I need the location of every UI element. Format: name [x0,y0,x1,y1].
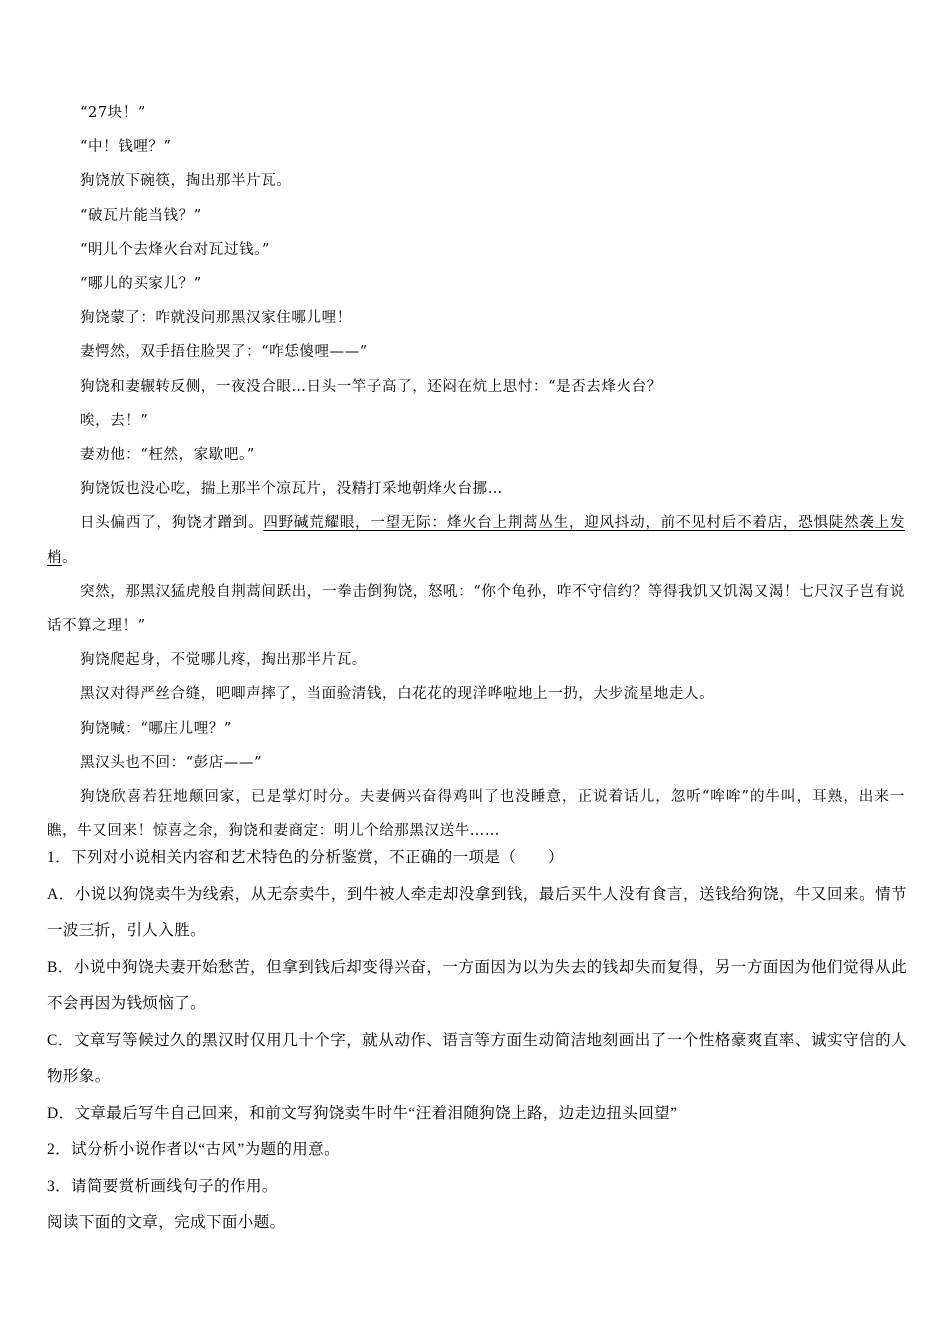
story-paragraph: 妻劝他：“枉然，家歇吧。” [80,447,255,464]
story-paragraph: 唉，去！” [80,412,149,429]
story-paragraph: “哪儿的买家儿？” [80,276,202,293]
question-1: 1．下列对小说相关内容和艺术特色的分析鉴赏，不正确的一项是（ ） [47,849,564,866]
story-paragraph: 狗饶欣喜若狂地颠回家，已是掌灯时分。夫妻俩兴奋得鸡叫了也没睡意，正说着话儿，忽听“哞哞”的牛叫，耳熟，出来一瞧，牛又回来！惊喜之余，狗饶和妻商定：明儿个给那黑汉送牛…… [47,789,905,840]
question-3: 3．请简要赏析画线句子的作用。 [47,1177,278,1195]
question-section [47,840,907,1242]
story-paragraph: 突然，那黑汉猛虎般自荆蒿间跃出，一拳击倒狗饶，怒吼：“你个龟孙，咋不守信约？等得我饥又饥渴又渴！七尺汉子岂有说话不算之理！” [47,583,905,635]
option-a: A．小说以狗饶卖牛为线索，从无奈卖牛，到牛被人牵走却没拿到钱，最后买牛人没有食言，送钱给狗饶，牛又回来。情节一波三折，引人入胜。 [47,885,907,939]
story-paragraph: 狗饶蒙了：咋就没问那黑汉家住哪儿哩！ [80,310,352,327]
paragraph-text: 日头偏西了，狗饶才蹭到。 [80,515,264,532]
underlined-sentence: 四野碱荒耀眼，一望无际：烽火台上荆蒿丛生，迎风抖动，前不见村后不着店，恐惧陡然袭上发梢 [47,515,905,566]
paragraph-text: 。 [62,549,78,566]
option-b: B．小说中狗饶夫妻开始愁苦，但拿到钱后却变得兴奋，一方面因为以为失去的钱却失而复得，另一方面因为他们觉得从此不会再因为钱烦恼了。 [47,958,907,1012]
story-paragraph: 狗饶爬起身，不觉哪儿疼，掏出那半片瓦。 [80,652,367,669]
story-paragraph: 狗饶喊：“哪庄儿哩？” [80,720,232,737]
question-2: 2．试分析小说作者以“古风”为题的用意。 [47,1141,341,1158]
story-paragraph: 狗饶放下碗筷，掏出那半片瓦。 [80,173,292,190]
story-paragraph-underlined [47,506,905,574]
story-paragraph: 狗饶饭也没心吃，揣上那半个凉瓦片，没精打采地朝烽火台挪… [80,481,503,498]
option-c: C．文章写等候过久的黑汉时仅用几十个字，就从动作、语言等方面生动简洁地刻画出了一个性格豪爽直率、诚实守信的人物形象。 [47,1031,907,1085]
story-paragraph: 黑汉头也不回：“彭店——” [80,754,263,771]
option-d: D．文章最后写牛自己回来，和前文写狗饶卖牛时牛“汪着泪随狗饶上路，边走边扭头回望” [47,1104,678,1122]
story-paragraph: “中！钱哩？” [80,139,172,156]
story-excerpt [47,96,905,848]
story-paragraph: 狗饶和妻辗转反侧，一夜没合眼…日头一竿子高了，还闷在炕上思忖：“是否去烽火台？ [80,378,662,395]
story-paragraph: “明儿个去烽火台对瓦过钱。” [80,241,270,258]
story-paragraph: 妻愕然，双手捂住脸哭了：“咋恁傻哩——” [80,344,368,361]
story-paragraph: 黑汉对得严丝合缝，吧唧声摔了，当面验清钱，白花花的现洋哗啦地上一扔，大步流星地走人。 [80,686,715,703]
story-paragraph: “破瓦片能当钱？” [80,207,202,224]
story-paragraph: “27块！” [80,105,146,121]
next-reading-instruction: 阅读下面的文章，完成下面小题。 [47,1214,286,1231]
